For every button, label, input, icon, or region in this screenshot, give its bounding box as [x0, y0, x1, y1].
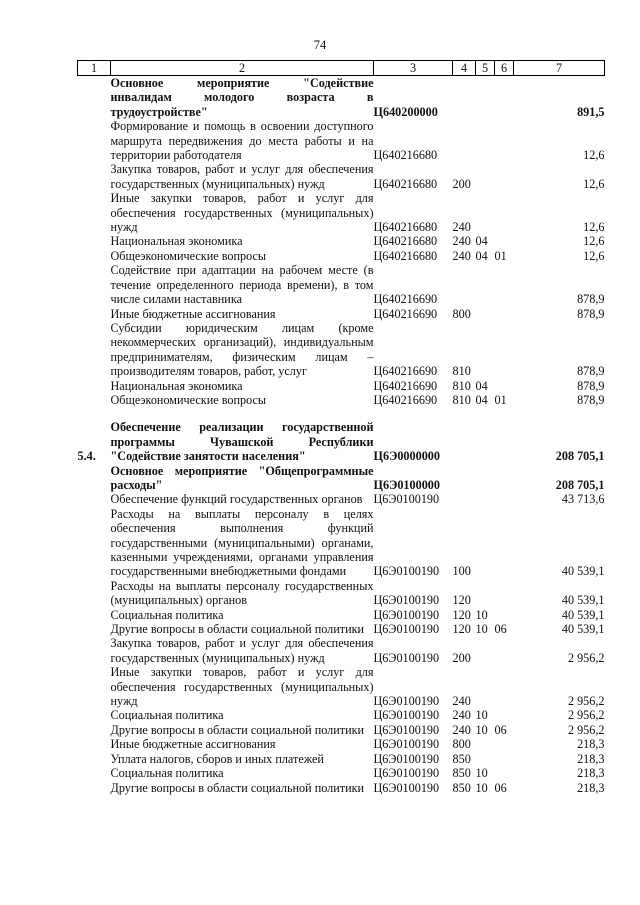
row-target-code: Ц640200000: [373, 104, 438, 119]
row-number: [78, 263, 111, 306]
column-header-7: 7: [514, 61, 605, 76]
table-row: [78, 608, 605, 622]
row-amount: 12,6: [583, 220, 605, 235]
row-target-code: Ц6Э0100190: [373, 607, 440, 622]
row-subsection: 06: [494, 622, 507, 637]
row-section: [476, 665, 495, 708]
table-row: [78, 492, 605, 506]
row-target-code: Ц640216680: [373, 148, 438, 163]
row-number: [78, 723, 111, 737]
row-amount: 208 705,1: [555, 477, 605, 492]
row-amount: 878,9: [577, 392, 605, 407]
row-amount: 2 956,2: [567, 694, 605, 709]
row-amount: 12,6: [583, 234, 605, 249]
row-name: Иные бюджетные ассигнования: [110, 306, 276, 321]
row-expense-type: [453, 263, 476, 306]
row-number: [78, 119, 111, 162]
row-amount: 12,6: [583, 176, 605, 191]
row-section: 04: [475, 378, 488, 393]
row-subsection: 01: [494, 248, 507, 263]
row-subsection: [495, 636, 514, 665]
row-section: [476, 119, 495, 162]
row-amount: 40 539,1: [561, 622, 605, 637]
row-amount: 12,6: [583, 248, 605, 263]
row-name: Общеэкономические вопросы: [110, 248, 267, 263]
table-spacer-row: [78, 407, 605, 420]
row-subsection: [495, 752, 514, 766]
row-target-code: Ц6Э0100190: [373, 737, 440, 752]
row-subsection: [495, 492, 514, 506]
table-body: [78, 76, 605, 795]
row-subsection: [495, 420, 514, 463]
row-name: Другие вопросы в области социальной политики: [110, 780, 365, 795]
row-name: Субсидии юридическим лицам (кроме некоммерческих организаций), индивидуальным предпринимателям, физическим лицам – производителям товаров, работ, услуг: [110, 320, 374, 379]
row-subsection: 06: [494, 780, 507, 795]
row-expense-type: [453, 76, 476, 120]
row-target-code: Ц6Э0100190: [373, 564, 440, 579]
row-amount: 40 539,1: [561, 593, 605, 608]
row-name: Иные закупки товаров, работ и услуг для обеспечения государственных (муниципальных) нужд: [110, 665, 374, 709]
row-section: [476, 579, 495, 608]
row-amount: 2 956,2: [567, 722, 605, 737]
table-row: [78, 379, 605, 393]
table-row: [78, 162, 605, 191]
row-subsection: [495, 321, 514, 379]
row-amount: 218,3: [577, 751, 605, 766]
row-number: [78, 737, 111, 751]
row-section: 04: [475, 248, 488, 263]
row-name: Содействие при адаптации на рабочем месте (в течение определенного периода времени), в том числе силами наставника: [110, 263, 374, 307]
row-name: Расходы на выплаты персоналу в целях обеспечения выполнения функций государственными (муниципальными) органами, казенными учреждениями, органами управления государственными внебюджетными фондами: [110, 506, 374, 579]
page-number: 74: [313, 38, 327, 52]
row-number: [78, 321, 111, 379]
row-amount: 2 956,2: [567, 708, 605, 723]
row-section: [476, 492, 495, 506]
row-expense-type: 810: [452, 392, 471, 407]
row-target-code: Ц640216690: [373, 364, 438, 379]
column-header-5: 5: [476, 61, 495, 76]
row-amount: 878,9: [577, 378, 605, 393]
column-header-2: 2: [111, 61, 374, 76]
table-row: [78, 263, 605, 306]
row-amount: 878,9: [577, 292, 605, 307]
row-name: Формирование и помощь в освоении доступного маршрута передвижения до места работы и на территории работодателя: [110, 119, 374, 163]
row-target-code: Ц6Э0100190: [373, 694, 440, 709]
row-number: 5.4.: [77, 449, 96, 464]
row-expense-type: [453, 420, 476, 463]
row-number: [78, 752, 111, 766]
row-section: [476, 307, 495, 321]
table-row: [78, 781, 605, 795]
budget-table: [77, 60, 605, 795]
table-row: [78, 234, 605, 248]
row-number: [78, 608, 111, 622]
row-subsection: [495, 119, 514, 162]
row-name: Другие вопросы в области социальной политики: [110, 722, 365, 737]
table-row: [78, 119, 605, 162]
row-amount: 40 539,1: [561, 607, 605, 622]
table-row: [78, 737, 605, 751]
row-subsection: [495, 608, 514, 622]
row-expense-type: 850: [452, 766, 471, 781]
row-name: Закупка товаров, работ и услуг для обеспечения государственных (муниципальных) нужд: [110, 162, 374, 191]
table-row: [78, 507, 605, 579]
row-name: Социальная политика: [110, 708, 224, 723]
row-expense-type: 800: [452, 737, 471, 752]
table-row: [78, 420, 605, 463]
row-expense-type: [453, 119, 476, 162]
row-target-code: Ц640216690: [373, 306, 438, 321]
row-target-code: Ц6Э0100190: [373, 492, 440, 507]
row-number: [78, 249, 111, 263]
table-row: [78, 708, 605, 722]
row-name: Иные закупки товаров, работ и услуг для обеспечения государственных (муниципальных) нужд: [110, 191, 374, 235]
row-expense-type: 240: [452, 234, 471, 249]
row-amount: 878,9: [577, 306, 605, 321]
row-expense-type: 240: [452, 722, 471, 737]
row-section: 10: [475, 622, 488, 637]
column-header-1: 1: [78, 61, 111, 76]
row-number: [78, 307, 111, 321]
row-section: 10: [475, 766, 488, 781]
row-amount: 2 956,2: [567, 650, 605, 665]
row-section: [476, 76, 495, 120]
row-amount: 218,3: [577, 737, 605, 752]
row-name: Национальная экономика: [110, 378, 243, 393]
row-section: [476, 507, 495, 579]
row-number: [78, 708, 111, 722]
row-target-code: Ц6Э0100190: [373, 722, 440, 737]
row-target-code: Ц6Э0100190: [373, 751, 440, 766]
row-name: Закупка товаров, работ и услуг для обеспечения государственных (муниципальных) нужд: [110, 636, 374, 665]
row-section: [476, 263, 495, 306]
row-subsection: [495, 464, 514, 493]
row-target-code: Ц6Э0100190: [373, 593, 440, 608]
table-row: [78, 723, 605, 737]
row-amount: 40 539,1: [561, 564, 605, 579]
row-subsection: [495, 507, 514, 579]
row-section: [476, 737, 495, 751]
row-target-code: Ц6Э0100190: [373, 766, 440, 781]
row-number: [78, 191, 111, 234]
row-name: Социальная политика: [110, 607, 224, 622]
row-subsection: [495, 76, 514, 120]
row-section: 10: [475, 780, 488, 795]
row-target-code: Ц640216690: [373, 378, 438, 393]
row-target-code: Ц6Э0100190: [373, 650, 440, 665]
spacer-cell: [78, 407, 605, 420]
row-target-code: Ц640216690: [373, 292, 438, 307]
table-row: [78, 665, 605, 708]
row-number: [78, 781, 111, 795]
row-target-code: Ц640216680: [373, 248, 438, 263]
row-name: Основное мероприятие "Содействие инвалидам молодого возраста в трудоустройстве": [110, 76, 374, 119]
row-subsection: [495, 737, 514, 751]
row-expense-type: 120: [452, 622, 471, 637]
row-section: [476, 636, 495, 665]
row-amount: 218,3: [577, 766, 605, 781]
row-expense-type: 120: [452, 607, 471, 622]
row-number: [78, 234, 111, 248]
table-row: [78, 579, 605, 608]
row-section: [476, 420, 495, 463]
row-section: [476, 464, 495, 493]
row-section: [476, 191, 495, 234]
row-subsection: [495, 665, 514, 708]
row-name: Национальная экономика: [110, 234, 243, 249]
row-target-code: Ц6Э0000000: [373, 449, 440, 464]
row-number: [78, 492, 111, 506]
row-subsection: [495, 162, 514, 191]
row-expense-type: 240: [452, 220, 471, 235]
row-expense-type: 240: [452, 708, 471, 723]
row-section: 10: [475, 708, 488, 723]
row-expense-type: 800: [452, 306, 471, 321]
row-section: 04: [475, 234, 488, 249]
row-number: [78, 393, 111, 407]
row-section: [476, 162, 495, 191]
row-subsection: [495, 579, 514, 608]
row-expense-type: 810: [452, 364, 471, 379]
row-expense-type: [453, 492, 476, 506]
table-row: [78, 76, 605, 120]
row-name: Другие вопросы в области социальной политики: [110, 622, 365, 637]
row-amount: 878,9: [577, 364, 605, 379]
table-row: [78, 249, 605, 263]
row-amount: 208 705,1: [555, 449, 605, 464]
row-expense-type: 200: [452, 650, 471, 665]
row-expense-type: 810: [452, 378, 471, 393]
row-name: Расходы на выплаты персоналу государственных (муниципальных) органов: [110, 578, 374, 608]
row-number: [78, 464, 111, 493]
row-target-code: Ц6Э0100190: [373, 622, 440, 637]
row-number: [78, 622, 111, 636]
row-name: Основное мероприятие "Общепрограммные расходы": [110, 463, 374, 492]
row-expense-type: 240: [452, 694, 471, 709]
row-name: Обеспечение функций государственных органов: [110, 492, 363, 507]
table-header-row: [78, 61, 605, 76]
row-section: [476, 752, 495, 766]
row-name: Социальная политика: [110, 766, 224, 781]
row-number: [78, 507, 111, 579]
row-expense-type: 240: [452, 248, 471, 263]
row-amount: 891,5: [577, 104, 605, 119]
row-expense-type: 200: [452, 176, 471, 191]
row-subsection: [495, 708, 514, 722]
table-row: [78, 622, 605, 636]
row-number: [78, 766, 111, 780]
row-name: Уплата налогов, сборов и иных платежей: [110, 751, 324, 766]
row-section: 10: [475, 722, 488, 737]
row-number: [78, 636, 111, 665]
row-target-code: Ц6Э0100190: [373, 708, 440, 723]
row-subsection: 06: [494, 722, 507, 737]
row-section: [476, 321, 495, 379]
table-row: [78, 191, 605, 234]
row-number: [78, 579, 111, 608]
table-row: [78, 393, 605, 407]
row-amount: 43 713,6: [561, 492, 605, 507]
row-expense-type: 850: [452, 780, 471, 795]
row-subsection: [495, 379, 514, 393]
row-amount: 218,3: [577, 780, 605, 795]
row-name: Иные бюджетные ассигнования: [110, 737, 276, 752]
row-amount: 12,6: [583, 148, 605, 163]
row-number: [78, 379, 111, 393]
row-target-code: Ц6Э0100190: [373, 780, 440, 795]
table-row: [78, 464, 605, 493]
row-target-code: Ц640216680: [373, 176, 438, 191]
row-expense-type: 120: [452, 593, 471, 608]
table-row: [78, 307, 605, 321]
row-number: [78, 665, 111, 708]
row-number: [78, 76, 111, 120]
row-subsection: [495, 307, 514, 321]
row-section: 10: [475, 607, 488, 622]
row-subsection: [495, 234, 514, 248]
table-row: [78, 752, 605, 766]
row-target-code: Ц640216680: [373, 234, 438, 249]
column-header-3: 3: [374, 61, 453, 76]
row-target-code: Ц640216690: [373, 392, 438, 407]
column-header-4: 4: [453, 61, 476, 76]
table-row: [78, 321, 605, 379]
row-expense-type: [453, 464, 476, 493]
row-expense-type: 850: [452, 751, 471, 766]
row-subsection: [495, 191, 514, 234]
row-subsection: [495, 263, 514, 306]
row-target-code: Ц640216680: [373, 220, 438, 235]
row-subsection: 01: [494, 392, 507, 407]
column-header-6: 6: [495, 61, 514, 76]
row-number: [78, 162, 111, 191]
table-row: [78, 636, 605, 665]
row-target-code: Ц6Э0100000: [373, 477, 440, 492]
row-subsection: [495, 766, 514, 780]
row-expense-type: 100: [452, 564, 471, 579]
table-row: [78, 766, 605, 780]
row-name: Обеспечение реализации государственной программы Чувашской Республики "Содействие занятости населения": [110, 420, 374, 464]
row-section: 04: [475, 392, 488, 407]
row-name: Общеэкономические вопросы: [110, 392, 267, 407]
